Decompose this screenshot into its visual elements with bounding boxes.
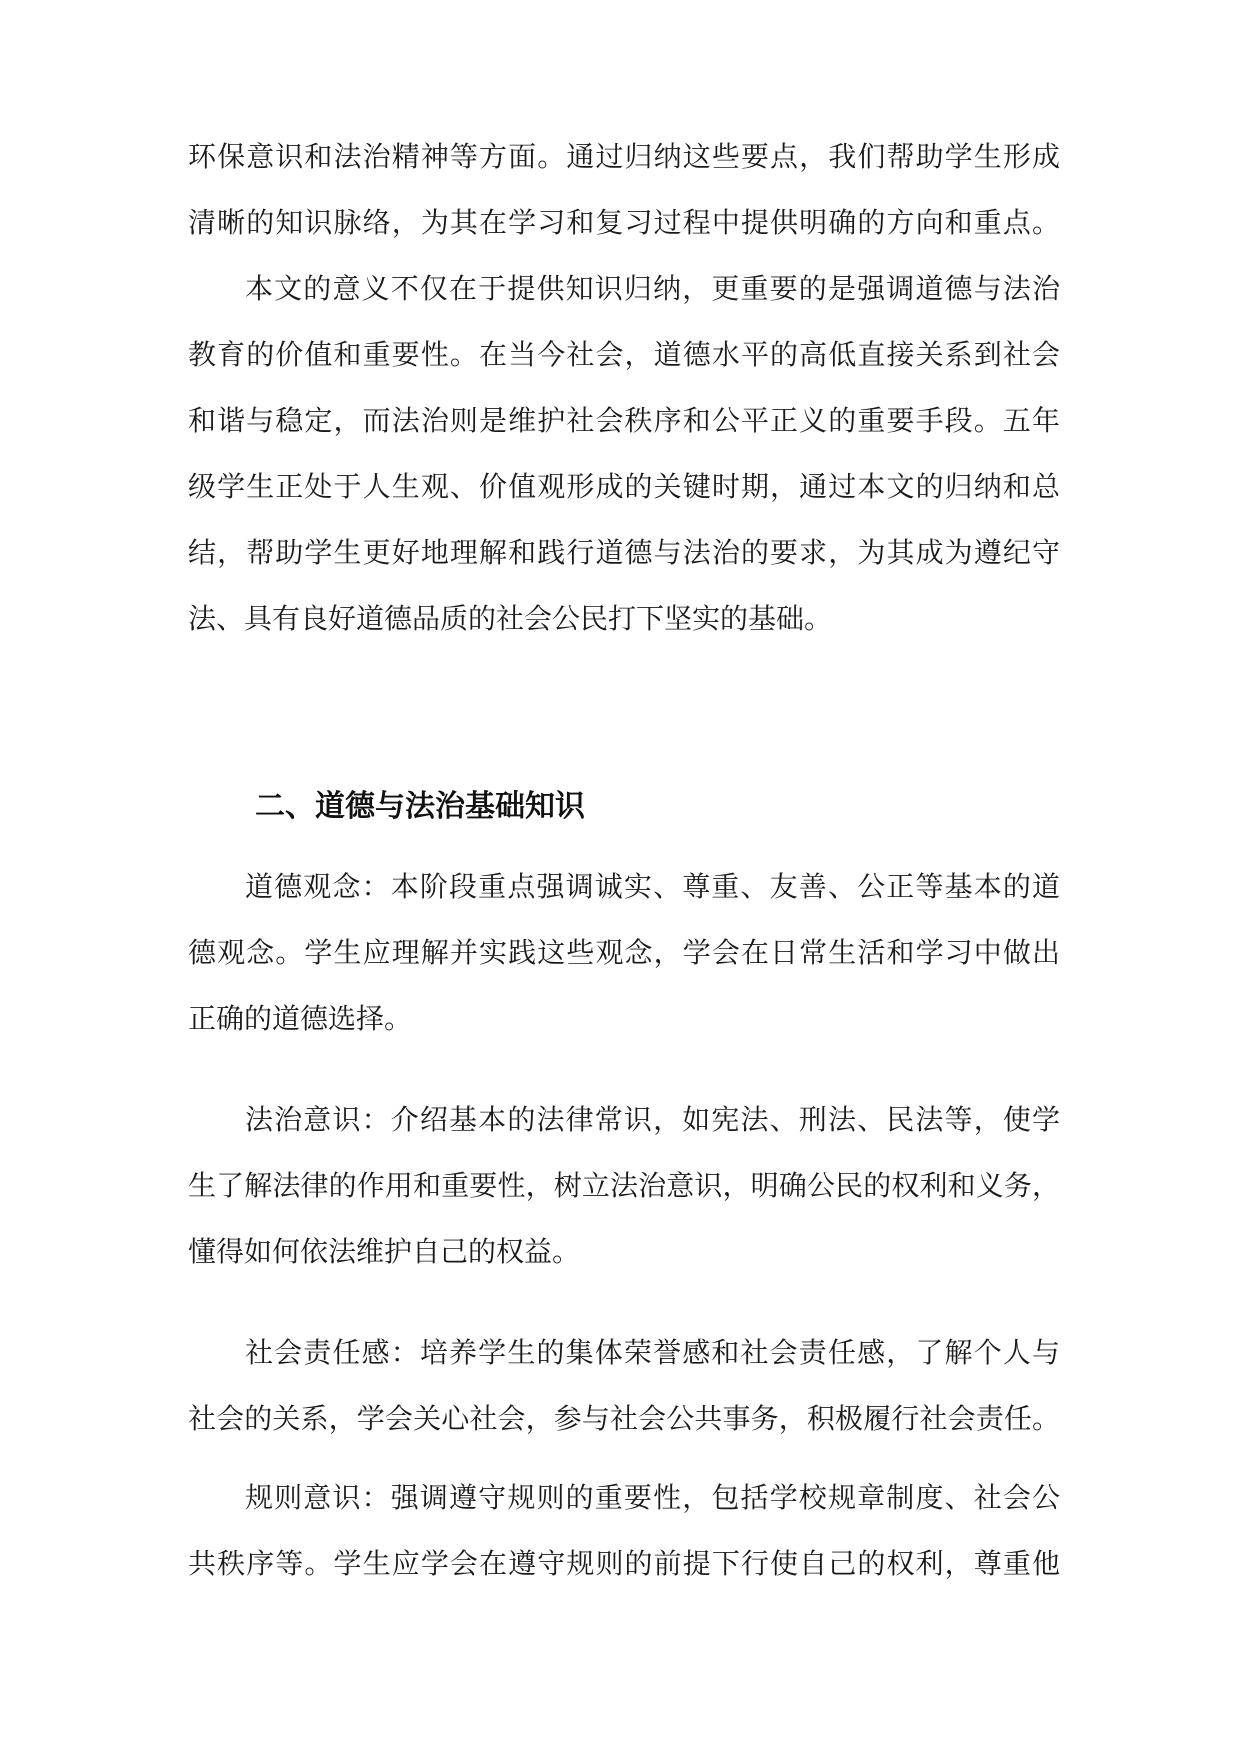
paragraph-social-line-1: 社会责任感：培养学生的集体荣誉感和社会责任感，了解个人与 [245,1336,1060,1369]
paragraph-significance-line-4: 级学生正处于人生观、价值观形成的关键时期，通过本文的归纳和总 [188,470,1060,503]
paragraph-intro-line-1: 环保意识和法治精神等方面。通过归纳这些要点，我们帮助学生形成 [188,140,1060,173]
paragraph-law-line-1: 法治意识：介绍基本的法律常识，如宪法、刑法、民法等，使学 [245,1103,1060,1136]
paragraph-rules-line-1: 规则意识：强调遵守规则的重要性，包括学校规章制度、社会公 [245,1481,1060,1514]
paragraph-social-line-2: 社会的关系，学会关心社会，参与社会公共事务，积极履行社会责任。 [188,1402,1060,1435]
paragraph-intro-line-2: 清晰的知识脉络，为其在学习和复习过程中提供明确的方向和重点。 [188,206,1060,239]
paragraph-significance-line-2: 教育的价值和重要性。在当今社会，道德水平的高低直接关系到社会 [188,338,1060,371]
paragraph-moral-line-3: 正确的道德选择。 [188,1002,413,1035]
paragraph-moral-line-2: 德观念。学生应理解并实践这些观念，学会在日常生活和学习中做出 [188,936,1060,969]
section-heading: 二、道德与法治基础知识 [255,789,585,824]
paragraph-law-line-3: 懂得如何依法维护自己的权益。 [188,1235,581,1268]
paragraph-significance-line-1: 本文的意义不仅在于提供知识归纳，更重要的是强调道德与法治 [245,272,1060,305]
paragraph-significance-line-3: 和谐与稳定，而法治则是维护社会秩序和公平正义的重要手段。五年 [188,404,1060,437]
paragraph-law-line-2: 生了解法律的作用和重要性，树立法治意识，明确公民的权利和义务， [188,1169,1060,1202]
paragraph-rules-line-2: 共秩序等。学生应学会在遵守规则的前提下行使自己的权利，尊重他 [188,1547,1060,1580]
paragraph-significance-line-5: 结，帮助学生更好地理解和践行道德与法治的要求，为其成为遵纪守 [188,536,1060,569]
paragraph-moral-line-1: 道德观念：本阶段重点强调诚实、尊重、友善、公正等基本的道 [245,870,1060,903]
paragraph-significance-line-6: 法、具有良好道德品质的社会公民打下坚实的基础。 [188,602,833,635]
